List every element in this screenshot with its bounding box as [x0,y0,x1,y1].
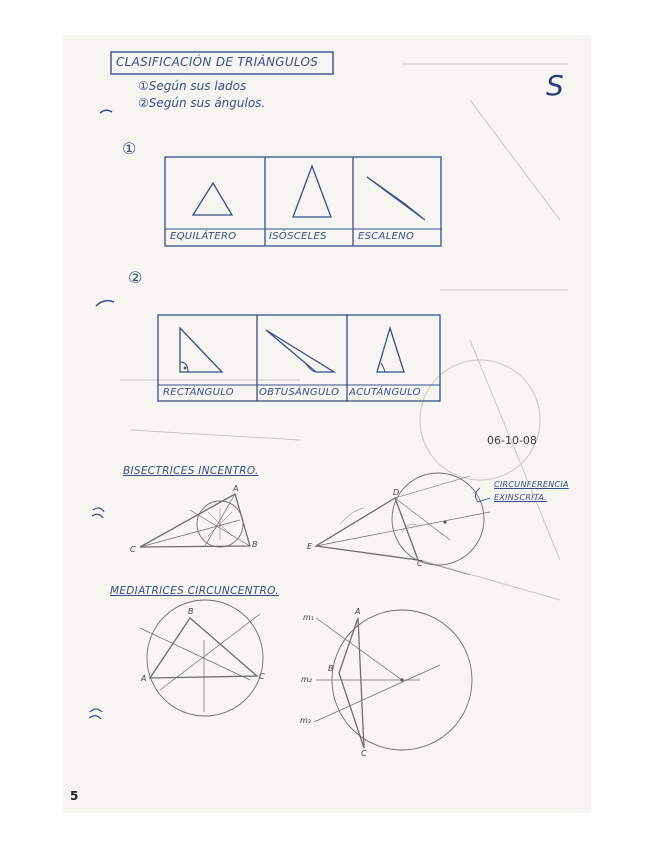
med-tri2-vertex-a: A [355,607,361,616]
label-right: RECTÁNGULO [163,387,234,398]
med-tri2-m3: m₃ [300,716,311,725]
med-tri2-vertex-b: B [328,664,334,673]
med-tri2-m2: m₂ [301,675,312,684]
note-exinscrita: CIRCUNFERENCIA EXINSCRITA. [494,480,569,502]
bis-tri1-vertex-b: B [252,540,258,549]
page-title: CLASIFICACIÓN DE TRIÁNGULOS [116,55,319,69]
bis-tri2-vertex-d: D [393,488,400,497]
list-item-2: ②Según sus ángulos. [138,96,266,110]
section-1-marker: ① [122,139,137,158]
med-tri1-vertex-a: A [141,674,147,683]
med-tri2-m1: m₁ [303,613,314,622]
label-equilateral: EQUILÁTERO [170,231,237,242]
bis-tri2-vertex-c: C [417,559,423,568]
bis-tri1-vertex-c: C [130,545,136,554]
bis-tri1-vertex-a: A [233,484,239,493]
med-tri1-vertex-c: C [259,672,265,681]
date: 06-10-08 [487,434,537,447]
list-item-1: ①Según sus lados [138,79,247,93]
bis-tri2-vertex-e: E [307,542,313,551]
label-acute: ACUTÁNGULO [349,387,421,398]
section-2-marker: ② [128,268,143,287]
label-obtuse: OBTUSÁNGULO [259,387,340,398]
label-scalene: ESCALENO [358,231,415,242]
med-tri1-vertex-b: B [188,607,194,616]
med-tri2-vertex-c: C [361,749,367,758]
label-isosceles: ISÓSCELES [269,231,327,242]
heading-bisectrices: BISECTRICES INCENTRO. [123,465,259,477]
corner-mark: S [546,69,564,102]
page-number: 5 [70,789,79,803]
heading-mediatrices: MEDIATRICES CIRCUNCENTRO. [110,585,279,597]
